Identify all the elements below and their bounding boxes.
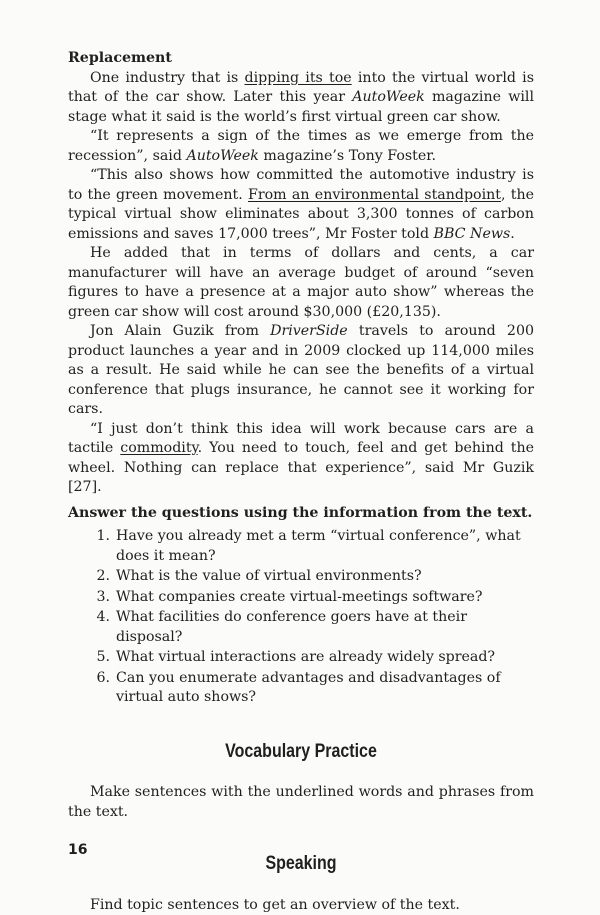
list-item: 3. What companies create virtual-meetings software?: [116, 588, 534, 608]
list-item: 6. Can you enumerate advantages and disadvantages of virtual auto shows?: [116, 669, 534, 708]
italic-title: BBC News: [434, 226, 511, 242]
paragraph-5: Jon Alain Guzik from DriverSide travels to around 200 product launches a year and in 2009 clocked up 114,000 miles as a result. He said while he can see the benefits of a virtual conference that plugs insurance, he cannot see it working for cars.: [68, 322, 534, 420]
italic-title: DriverSide: [270, 323, 348, 339]
paragraph-6: “I just don’t think this idea will work because cars are a tactile commodity. You need to touch, feel and get behind the wheel. Nothing can replace that experience”, said Mr Guzik [27].: [68, 420, 534, 498]
italic-title: AutoWeek: [186, 148, 258, 164]
page-body: [68, 49, 534, 915]
paragraph-1: One industry that is dipping its toe into the virtual world is that of the car show. Later this year AutoWeek magazine will stage what it said is the world’s first virtual green car show.: [68, 69, 534, 128]
vocabulary-practice-title: Vocabulary Practice: [110, 742, 492, 762]
speaking-instruction: Find topic sentences to get an overview of the text.: [68, 896, 534, 915]
vocabulary-instruction: Make sentences with the underlined words and phrases from the text.: [68, 783, 534, 822]
underlined-phrase: dipping its toe: [245, 70, 352, 86]
italic-title: AutoWeek: [352, 89, 424, 105]
questions-heading: Answer the questions using the information from the text.: [68, 504, 534, 524]
list-item: 1. Have you already met a term “virtual conference”, what does it mean?: [116, 527, 534, 566]
section-subheading: Replacement: [68, 49, 534, 69]
list-item: 2. What is the value of virtual environments?: [116, 567, 534, 587]
paragraph-3: “This also shows how committed the automotive industry is to the green movement. From an environmental standpoint, the typical virtual show eliminates about 3,300 tonnes of carbon emissions and saves 17,000 trees”, Mr Foster told BBC News.: [68, 166, 534, 244]
list-item: 4. What facilities do conference goers have at their disposal?: [116, 608, 534, 647]
questions-list: [68, 527, 534, 708]
underlined-phrase: From an environmental standpoint: [248, 187, 501, 203]
page-number: 16: [68, 842, 87, 858]
underlined-phrase: commodity: [120, 440, 197, 456]
paragraph-4: He added that in terms of dollars and cents, a car manufacturer will have an average budget of around “seven figures to have a presence at a major auto show” whereas the green car show will cost around $30,000 (£20,135).: [68, 244, 534, 322]
list-item: 5. What virtual interactions are already widely spread?: [116, 648, 534, 668]
speaking-title: Speaking: [110, 854, 492, 874]
paragraph-2: “It represents a sign of the times as we emerge from the recession”, said AutoWeek magazine’s Tony Foster.: [68, 127, 534, 166]
